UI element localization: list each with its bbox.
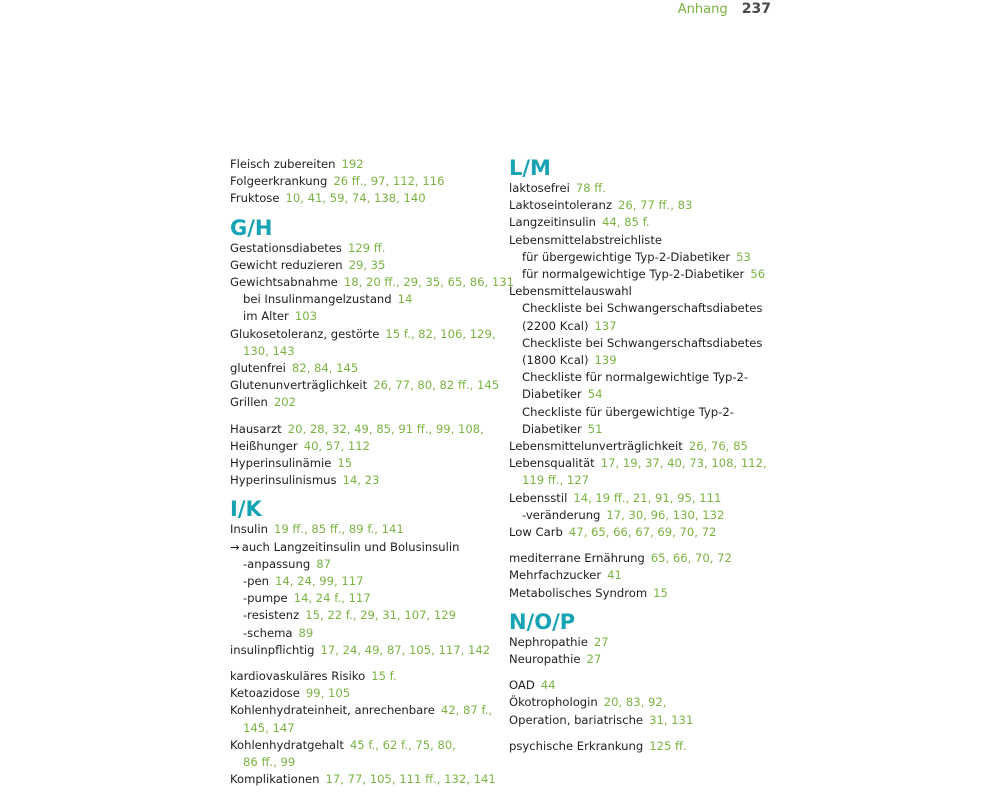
page-references: 26, 76, 85 [688,439,748,454]
page-references: 53 [736,249,751,264]
index-term: Glukosetoleranz, gestörte [230,326,380,341]
index-entry [230,421,505,438]
page-references: 78 ff. [575,181,606,195]
index-entry [230,539,505,556]
index-entry [509,677,784,694]
running-head [678,1,771,18]
index-entry [230,702,505,719]
index-entry [230,274,515,291]
index-term: Diabetiker [522,421,582,436]
page-references: 15 [653,585,668,600]
index-term: Ketoazidose [230,686,300,701]
index-subentry [509,386,784,403]
index-subentry [509,249,784,266]
index-entry [230,521,505,538]
page-references: 103 [294,309,317,324]
page-references: 26, 77 ff., 83 [617,198,693,213]
page-references: 15 f. [371,669,397,684]
index-term: Lebensmittelauswahl [509,284,632,299]
index-term: Gewichtsabnahme [230,275,338,290]
page-references: 56 [750,267,766,282]
index-entry [230,737,505,754]
page-references: 26, 77, 80, 82 ff., 145 [373,378,500,393]
index-term: insulinpflichtig [230,642,315,657]
entry-gap [509,668,784,677]
index-subentry [230,573,505,590]
index-term: Hyperinsulinismus [230,473,337,488]
page-references: 14, 24 f., 117 [293,591,371,606]
index-term: Lebensqualität [509,456,595,471]
index-entry [509,524,784,541]
page-references: 27 [586,652,602,667]
index-column-left [230,156,515,789]
index-term: -veränderung [522,507,601,522]
page-references: 42, 87 f., [440,703,493,718]
index-term: Insulin [230,522,268,537]
page-references: 40, 57, 112 [303,438,371,453]
letter-heading: I/K [230,497,262,522]
index-term: Folgeerkrankung [230,174,328,189]
index-term: Ökotrophologin [509,695,598,710]
index-entry [509,712,784,729]
index-entry [509,651,784,668]
index-entry [230,360,505,377]
letter-heading: N/O/P [509,609,576,634]
page-references: 119 ff., 127 [522,473,589,488]
index-subentry [509,507,784,524]
page-references: 99, 105 [305,686,351,701]
index-term: für übergewichtige Typ-2-Diabetiker [522,249,731,264]
index-entry [230,771,505,788]
page-references: 26 ff., 97, 112, 116 [333,174,445,189]
index-entry-continuation [230,343,505,360]
index-term: Neuropathie [509,652,581,667]
index-entry [509,455,784,472]
index-term: auch Langzeitinsulin und Bolusinsulin [241,539,460,554]
index-entry-continuation [230,754,505,771]
index-entry [230,455,505,472]
page-references: 137 [594,318,617,333]
page-references: 51 [587,421,603,436]
index-entry [509,180,784,197]
index-entry [509,694,784,711]
index-entry [230,240,505,257]
entry-gap [230,659,505,668]
index-subentry [230,291,505,308]
index-entry [230,190,505,207]
index-term: Diabetiker [522,387,582,402]
page-references: 87 [316,556,332,571]
index-subentry [509,318,784,335]
index-subentry [230,590,505,607]
page-references: 27 [593,634,609,649]
index-entry [509,438,784,455]
index-term: Checkliste bei Schwangerschaftsdiabetes [522,301,763,316]
index-term: Gewicht reduzieren [230,257,343,272]
page-references: 82, 84, 145 [291,361,359,376]
index-term: -pen [243,574,270,589]
index-term: glutenfrei [230,361,286,376]
index-entry [509,490,784,507]
index-term: Komplikationen [230,772,320,787]
index-entry-continuation [509,472,784,489]
index-term: im Alter [243,309,289,324]
page-references: 14, 19 ff., 21, 91, 95, 111 [573,490,722,505]
index-column-right [509,156,784,755]
index-term: Mehrfachzucker [509,568,602,583]
see-also-arrow-icon: → [230,539,240,554]
index-term: Heißhunger [230,438,298,453]
page-references: 45 f., 62 f., 75, 80, [349,737,456,752]
index-subentry [509,352,784,369]
index-subentry [509,369,784,386]
index-subentry [509,404,784,421]
index-term: Glutenunverträglichkeit [230,378,368,393]
page-references: 14, 23 [342,473,380,488]
index-term: OAD [509,678,535,693]
index-term: -anpassung [243,556,311,571]
index-term: (1800 Kcal) [522,353,589,368]
index-entry [230,156,505,173]
entry-gap [509,729,784,738]
index-term: mediterrane Ernährung [509,551,645,566]
page-references: 19 ff., 85 ff., 89 f., 141 [273,522,404,537]
index-entry-continuation [230,720,505,737]
index-term: Nephropathie [509,634,588,649]
index-term: bei Insulinmangelzustand [243,292,392,307]
page-references: 31, 131 [649,712,694,727]
index-entry [230,257,505,274]
index-entry [509,634,784,651]
index-term: Checkliste für normalgewichtige Typ-2- [522,370,749,385]
index-term: -resistenz [243,608,300,623]
page-references: 15 [337,456,353,471]
index-term: Kohlenhydratgehalt [230,737,344,752]
page-references: 192 [341,157,364,171]
page-references: 145, 147 [243,720,295,735]
index-term: Lebensmittelabstreichliste [509,232,663,247]
page-references: 44, 85 f. [602,215,650,230]
index-term: Gestationsdiabetes [230,240,342,255]
page-number: 237 [741,1,771,17]
index-term: psychische Erkrankung [509,738,644,753]
index-entry [509,197,784,214]
page-references: 29, 35 [348,257,386,272]
index-term: Laktoseintoleranz [509,198,612,213]
index-subentry [230,607,505,624]
index-term: Hausarzt [230,421,282,436]
index-entry [230,173,505,190]
index-entry [230,326,505,343]
index-term: (2200 Kcal) [522,318,589,333]
page-references: 129 ff. [347,240,386,255]
page-references: 47, 65, 66, 67, 69, 70, 72 [568,525,717,540]
index-term: Hyperinsulinämie [230,456,332,471]
page-references: 65, 66, 70, 72 [650,551,732,566]
index-term: Lebensstil [509,490,568,505]
page-references: 130, 143 [243,343,295,358]
index-term: Grillen [230,395,268,410]
page-references: 89 [298,625,314,640]
index-term: Low Carb [509,525,563,540]
index-entry [230,668,505,685]
index-entry [509,738,784,755]
index-subentry [230,625,505,642]
letter-heading: G/H [230,215,273,240]
index-subentry [230,556,505,573]
index-term: Checkliste für übergewichtige Typ-2- [522,404,734,419]
index-entry [230,394,505,411]
page-references: 86 ff., 99 [243,755,296,770]
index-subentry [230,308,505,325]
page-references: 139 [594,353,617,368]
page-references: 15, 22 f., 29, 31, 107, 129 [305,608,456,623]
index-term: Fleisch zubereiten [230,157,336,171]
entry-gap [509,541,784,550]
page-references: 44 [540,678,556,693]
index-term: Checkliste bei Schwangerschaftsdiabetes [522,335,763,350]
section-title: Anhang [677,2,728,17]
page-references: 20, 83, 92, [603,695,667,710]
page-references: 17, 77, 105, 111 ff., 132, 141 [325,772,496,787]
index-term: kardiovaskuläres Risiko [230,669,366,684]
letter-heading: L/M [509,156,551,180]
index-subentry [509,300,784,317]
index-subentry [509,266,784,283]
index-entry [230,642,505,659]
index-entry [509,567,784,584]
page-references: 202 [273,395,297,410]
page-references: 17, 24, 49, 87, 105, 117, 142 [320,642,491,657]
page-references: 20, 28, 32, 49, 85, 91 ff., 99, 108, [287,421,484,436]
index-subentry [509,421,784,438]
index-entry [230,377,505,394]
page-references: 125 ff. [649,738,687,753]
entry-gap [230,412,505,421]
index-entry [509,232,784,249]
index-term: -pumpe [243,591,288,606]
index-term: Metabolisches Syndrom [509,585,648,600]
index-subentry [509,335,784,352]
page-references: 14, 24, 99, 117 [275,574,364,589]
index-term: laktosefrei [509,181,570,195]
page-references: 18, 20 ff., 29, 35, 65, 86, 131 [343,275,515,290]
page-references: 41 [607,568,622,583]
index-term: Operation, bariatrische [509,712,644,727]
index-term: Langzeitinsulin [509,215,597,230]
index-term: -schema [243,625,293,640]
page-references: 15 f., 82, 106, 129, [385,326,496,341]
index-entry [230,685,505,702]
page-references: 17, 19, 37, 40, 73, 108, 112, [600,456,767,471]
index-entry [230,438,505,455]
index-entry [509,550,784,567]
index-entry [230,472,505,489]
index-entry [509,585,784,602]
page-references: 17, 30, 96, 130, 132 [606,507,725,522]
index-entry [509,283,784,300]
page-references: 54 [587,387,603,402]
page-references: 10, 41, 59, 74, 138, 140 [285,191,426,206]
index-term: Lebensmittelunverträglichkeit [509,439,683,454]
index-term: Fruktose [230,191,280,206]
index-entry [509,214,784,231]
index-term: für normalgewichtige Typ-2-Diabetiker [522,267,745,282]
page-references: 14 [397,292,413,307]
index-term: Kohlenhydrateinheit, anrechenbare [230,703,435,718]
